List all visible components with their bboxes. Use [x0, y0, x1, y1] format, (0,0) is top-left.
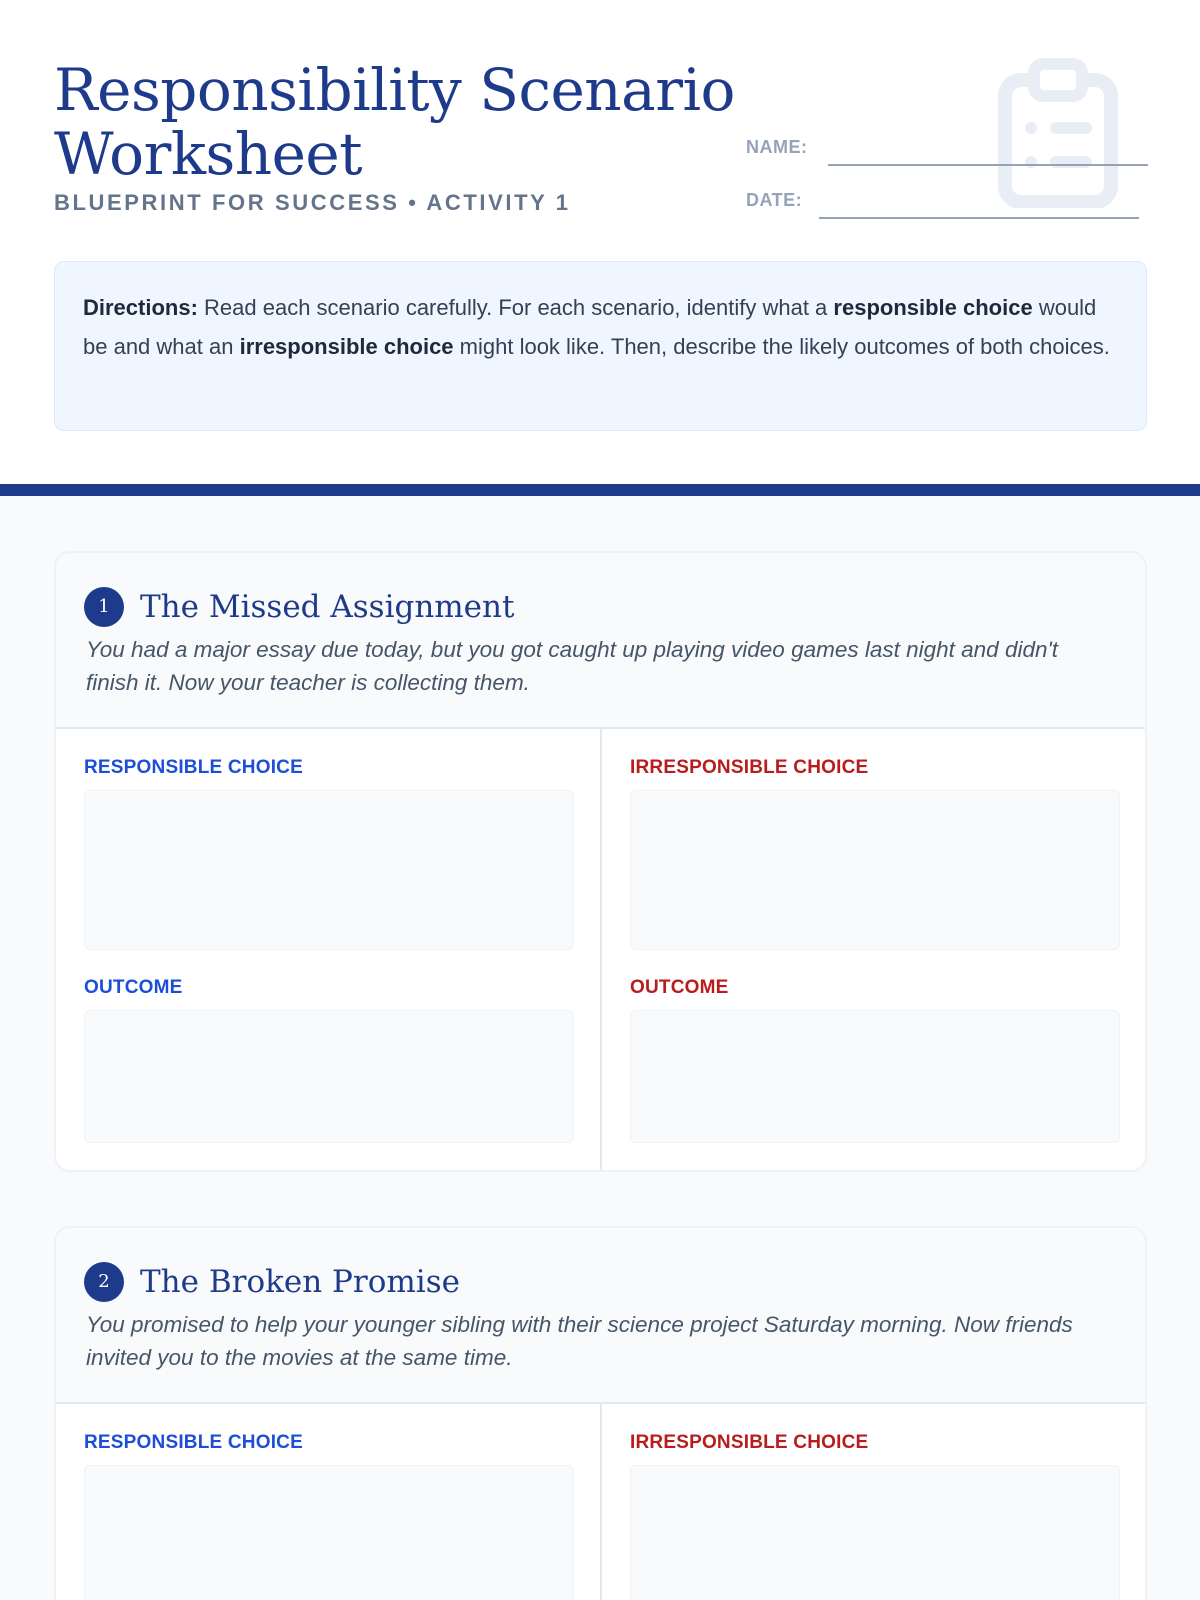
scenario-card: [54, 551, 1147, 1172]
directions-text: might look like. Then, describe the likely outcomes of both choices.: [453, 333, 1110, 359]
responsible-choice-label: RESPONSIBLE CHOICE: [84, 757, 303, 778]
scenario-title: The Broken Promise: [140, 1264, 460, 1300]
worksheet-header: [0, 0, 1200, 486]
scenario-number-badge: 1: [84, 587, 124, 627]
scenario-title: The Missed Assignment: [140, 589, 515, 625]
page-title: Responsibility Scenario Worksheet: [54, 56, 735, 188]
irresponsible-outcome-label: OUTCOME: [630, 977, 729, 998]
irresponsible-choice-label: IRRESPONSIBLE CHOICE: [630, 1432, 869, 1453]
section-divider: [0, 484, 1200, 496]
scenario-description: You had a major essay due today, but you got caught up playing video games last night and didn't finish it. Now your teacher is collecting them.: [86, 637, 1059, 695]
irresponsible-choice-label: IRRESPONSIBLE CHOICE: [630, 757, 869, 778]
responsible-outcome-answer[interactable]: [84, 1010, 574, 1143]
irresponsible-column: [602, 729, 1147, 1172]
scenario-number-badge: 2: [84, 1262, 124, 1302]
name-field[interactable]: [828, 164, 1148, 166]
responsible-column: [56, 729, 602, 1172]
irresponsible-outcome-answer[interactable]: [630, 1010, 1120, 1143]
irresponsible-choice-answer[interactable]: [630, 790, 1120, 950]
directions-responsible: responsible choice: [833, 295, 1033, 320]
page-subtitle: BLUEPRINT FOR SUCCESS • ACTIVITY 1: [54, 190, 571, 215]
clipboard-list-icon: [998, 58, 1132, 208]
scenario-header: [56, 1228, 1145, 1404]
responsible-outcome-label: OUTCOME: [84, 977, 183, 998]
responsible-choice-answer[interactable]: [84, 1465, 574, 1600]
directions-text: would be and what an: [83, 295, 1097, 359]
directions-box: [54, 261, 1147, 431]
responsible-column: [56, 1404, 602, 1600]
directions-text: Read each scenario carefully. For each scenario, identify what a: [197, 295, 834, 320]
date-label: DATE:: [746, 190, 803, 210]
directions-irresponsible: irresponsible choice: [239, 333, 454, 359]
responsible-choice-answer[interactable]: [84, 790, 574, 950]
irresponsible-choice-answer[interactable]: [630, 1465, 1120, 1600]
scenario-description: You promised to help your younger sibling with their science project Saturday morning. Now friends invited you to the movies at the same time.: [86, 1312, 1073, 1370]
date-field[interactable]: [819, 217, 1139, 219]
responsible-choice-label: RESPONSIBLE CHOICE: [84, 1432, 303, 1453]
irresponsible-column: [602, 1404, 1147, 1600]
scenario-card: [54, 1226, 1147, 1600]
name-label: NAME:: [746, 137, 808, 157]
directions-lead: Directions:: [83, 295, 198, 320]
scenario-header: [56, 553, 1145, 729]
